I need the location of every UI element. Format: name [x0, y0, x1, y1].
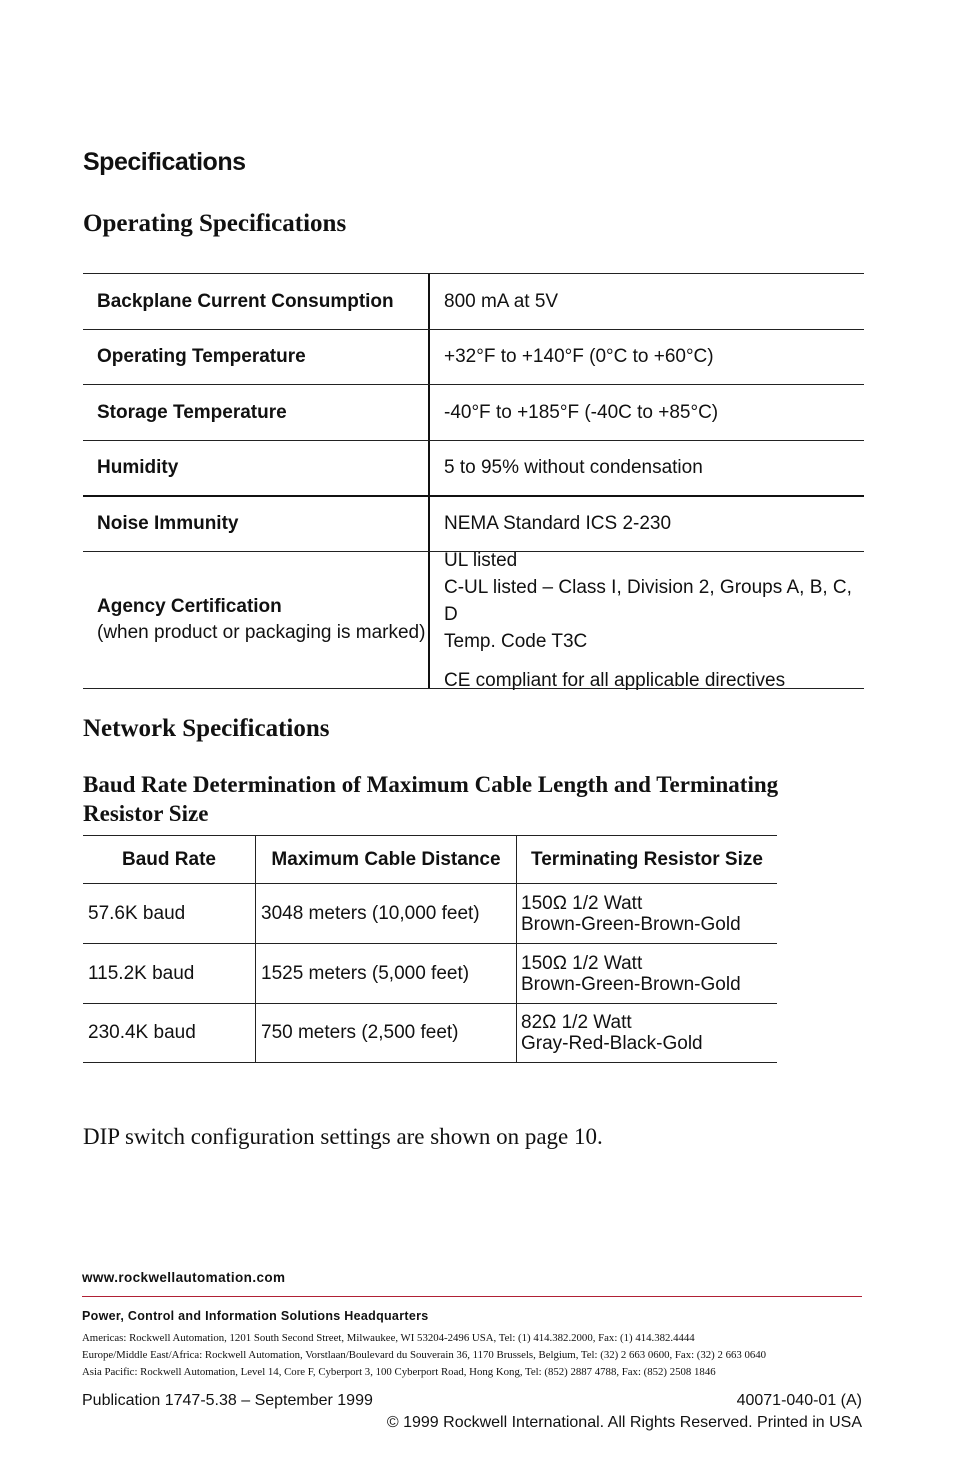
column-header-terminating-resistor: Terminating Resistor Size — [531, 848, 763, 870]
spec-label: Operating Temperature — [97, 346, 306, 367]
spec-label-cell — [83, 552, 430, 688]
spec-row-operating-temperature — [83, 329, 864, 384]
spec-row-backplane-current — [83, 273, 864, 329]
spec-value: -40°F to +185°F (-40C to +85°C) — [444, 401, 719, 423]
table-row — [83, 883, 777, 943]
spec-label: Agency Certification — [97, 596, 282, 617]
footer-address-emea: Europe/Middle East/Africa: Rockwell Automation, Vorstlaan/Boulevard du Souverain 36, 1170 Brussels, Belgium, Tel: (32) 2 663 0600, Fax: (32) 2 663 0640 — [82, 1349, 767, 1361]
cable-distance-cell: 3048 meters (10,000 feet) — [256, 884, 517, 943]
spec-label-cell — [83, 385, 430, 440]
table-row — [83, 943, 777, 1003]
footer-part-number: 40071-040-01 (A) — [736, 1392, 862, 1409]
footer-divider — [82, 1296, 862, 1297]
column-header-max-cable-distance: Maximum Cable Distance — [256, 836, 517, 883]
cable-distance-cell: 750 meters (2,500 feet) — [256, 1004, 517, 1062]
spec-label: Humidity — [97, 457, 179, 478]
table-row — [83, 1003, 777, 1063]
resistor-value: 82Ω 1/2 Watt — [521, 1012, 632, 1033]
baud-rate-cell: 115.2K baud — [83, 944, 256, 1003]
footer-headquarters-title: Power, Control and Information Solutions Headquarters — [82, 1309, 429, 1323]
table-header-row — [83, 835, 777, 883]
spec-value-line: UL listed — [444, 549, 518, 571]
spec-label: Noise Immunity — [97, 513, 239, 534]
cable-distance-cell: 1525 meters (5,000 feet) — [256, 944, 517, 1003]
baud-rate-heading: Baud Rate Determination of Maximum Cable Length and Terminating Resistor Size — [83, 772, 779, 826]
spec-value-cell — [430, 330, 864, 384]
resistor-cell — [517, 1004, 777, 1062]
footer-address-asia-pacific: Asia Pacific: Rockwell Automation, Level 14, Core F, Cyberport 3, 100 Cyberport Road, Hong Kong, Tel: (852) 2887 4788, Fax: (852) 2508 1846 — [82, 1366, 716, 1378]
operating-specs-heading: Operating Specifications — [83, 210, 347, 237]
spec-row-noise-immunity — [83, 495, 864, 551]
spec-value-cell — [430, 497, 864, 551]
resistor-color-code: Gray-Red-Black-Gold — [521, 1033, 703, 1054]
footer-copyright: © 1999 Rockwell International. All Rights Reserved. Printed in USA — [386, 1414, 862, 1431]
spec-value: 5 to 95% without condensation — [444, 457, 703, 478]
baud-rate-cell: 57.6K baud — [83, 884, 256, 943]
spec-label: Storage Temperature — [97, 401, 287, 423]
spec-value: +32°F to +140°F (0°C to +60°C) — [444, 346, 714, 367]
spec-label-cell — [83, 497, 430, 551]
dip-switch-note: DIP switch configuration settings are shown on page 10. — [83, 1124, 603, 1149]
spec-sublabel: (when product or packaging is marked) — [97, 622, 426, 643]
resistor-value: 150Ω 1/2 Watt — [521, 952, 643, 974]
spec-value: NEMA Standard ICS 2-230 — [444, 513, 672, 534]
spec-row-agency-certification — [83, 551, 864, 689]
spec-value-line: CE compliant for all applicable directives — [444, 669, 786, 691]
network-specs-heading: Network Specifications — [83, 715, 330, 742]
spec-label-cell — [83, 330, 430, 384]
resistor-cell — [517, 884, 777, 943]
spec-label: Backplane Current Consumption — [97, 290, 394, 312]
footer-publication: Publication 1747-5.38 – September 1999 — [82, 1392, 373, 1409]
spec-value-cell — [430, 441, 864, 495]
spec-row-storage-temperature — [83, 384, 864, 440]
resistor-cell — [517, 944, 777, 1003]
spec-value: 800 mA at 5V — [444, 290, 559, 312]
footer-website-link[interactable]: www.rockwellautomation.com — [82, 1270, 286, 1285]
footer-addresses — [82, 1330, 766, 1381]
network-specs-table — [83, 835, 777, 1063]
resistor-color-code: Brown-Green-Brown-Gold — [521, 913, 741, 935]
operating-specs-table — [83, 273, 864, 689]
spec-value-line: Temp. Code T3C — [444, 630, 588, 652]
spec-row-humidity — [83, 440, 864, 495]
spec-label-cell — [83, 441, 430, 495]
spec-value-cell — [430, 274, 864, 329]
baud-rate-cell: 230.4K baud — [83, 1004, 256, 1062]
resistor-color-code: Brown-Green-Brown-Gold — [521, 973, 741, 995]
resistor-value: 150Ω 1/2 Watt — [521, 892, 643, 914]
column-header-baud-rate: Baud Rate — [83, 836, 256, 883]
page-title: Specifications — [83, 148, 246, 176]
spec-label-cell — [83, 274, 430, 329]
footer-address-americas: Americas: Rockwell Automation, 1201 South Second Street, Milwaukee, WI 53204-2496 USA, Tel: (1) 414.382.2000, Fax: (1) 414.382.4444 — [82, 1332, 695, 1344]
spec-value-line: C-UL listed – Class I, Division 2, Groups A, B, C, D — [444, 576, 852, 625]
spec-value-cell — [430, 385, 864, 440]
spec-value-cell — [430, 549, 864, 691]
